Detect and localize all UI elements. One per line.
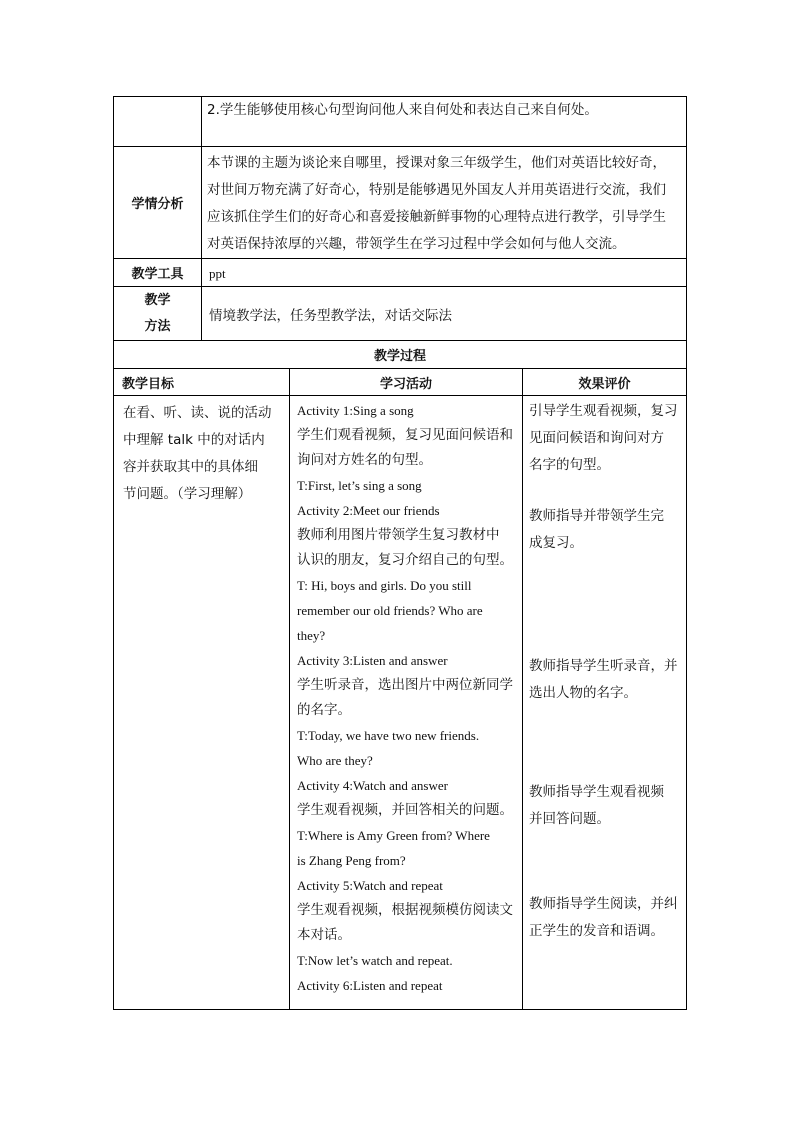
methods-label-cell <box>114 287 202 341</box>
evaluation-line: 正学生的发音和语调。 <box>529 923 664 939</box>
evaluation-line: 成复习。 <box>529 535 583 551</box>
tools-label: 教学工具 <box>114 259 202 287</box>
activity-line: T:Now let’s watch and repeat. <box>297 953 453 968</box>
learner-analysis-label: 学情分析 <box>114 147 202 259</box>
activity-line: Activity 3:Listen and answer <box>297 653 448 668</box>
evaluation-group <box>529 653 686 707</box>
activity-line: is Zhang Peng from? <box>297 853 406 868</box>
activity-line: 教师利用图片带领学生复习教材中 <box>297 527 500 543</box>
goal-line: 节问题。（学习理解） <box>123 486 252 502</box>
evaluation-line: 引导学生观看视频，复习 <box>529 403 678 419</box>
evaluation-line: 选出人物的名字。 <box>529 685 637 701</box>
activity-line: 本对话。 <box>297 927 351 943</box>
activity-line: Who are they? <box>297 753 373 768</box>
activity-cell <box>290 396 523 1010</box>
evaluation-group <box>529 398 686 479</box>
activity-line: 学生听录音，选出图片中两位新同学 <box>297 677 513 693</box>
evaluation-header: 效果评价 <box>523 369 687 396</box>
activity-line: Activity 6:Listen and repeat <box>297 978 443 993</box>
evaluation-line: 教师指导学生阅读，并纠 <box>529 896 678 912</box>
objective-cell <box>202 97 687 147</box>
methods-label-1: 教学 <box>144 292 171 308</box>
goal-line: 容并获取其中的具体细 <box>123 459 258 475</box>
evaluation-line: 见面问候语和询问对方 <box>529 430 664 446</box>
evaluation-group <box>529 891 686 945</box>
objective-text: 2.学生能够使用核心句型询问他人来自何处和表达自己来自何处。 <box>207 102 598 118</box>
activity-line: 询问对方姓名的句型。 <box>297 452 432 468</box>
evaluation-cell <box>523 396 687 1010</box>
process-body-row <box>114 396 687 1010</box>
activity-line: they? <box>297 628 326 643</box>
learner-analysis-line: 应该抓住学生们的好奇心和喜爱接触新鲜事物的心理特点进行教学，引导学生 <box>207 209 666 225</box>
activity-line: T: Hi, boys and girls. Do you still <box>297 578 472 593</box>
process-title-row <box>114 341 687 369</box>
learner-analysis-line: 对世间万物充满了好奇心，特别是能够遇见外国友人并用英语进行交流，我们 <box>207 182 666 198</box>
methods-value: 情境教学法，任务型教学法，对话交际法 <box>209 307 452 324</box>
learner-analysis-cell <box>202 147 687 259</box>
evaluation-line: 教师指导学生听录音，并 <box>529 658 678 674</box>
learner-analysis-line: 本节课的主题为谈论来自哪里，授课对象三年级学生，他们对英语比较好奇， <box>207 155 666 171</box>
goal-header: 教学目标 <box>114 369 290 396</box>
evaluation-line: 教师指导并带领学生完 <box>529 508 664 524</box>
activity-line: 学生观看视频，根据视频模仿阅读文 <box>297 902 513 918</box>
evaluation-line: 教师指导学生观看视频 <box>529 784 664 800</box>
activity-line: 学生观看视频，并回答相关的问题。 <box>297 802 513 818</box>
activity-line: Activity 1:Sing a song <box>297 403 414 418</box>
goal-line: 中理解 talk 中的对话内 <box>123 432 265 448</box>
activity-header: 学习活动 <box>290 369 523 396</box>
objective-row <box>114 97 687 147</box>
activity-line: 的名字。 <box>297 702 351 718</box>
methods-row <box>114 287 687 341</box>
activity-line: 认识的朋友，复习介绍自己的句型。 <box>297 552 513 568</box>
process-title: 教学过程 <box>114 341 687 369</box>
activity-line: 学生们观看视频，复习见面问候语和 <box>297 427 513 443</box>
activity-line: Activity 5:Watch and repeat <box>297 878 443 893</box>
activity-line: T:Today, we have two new friends. <box>297 728 480 743</box>
activity-line: Activity 4:Watch and answer <box>297 778 448 793</box>
activity-line: T:Where is Amy Green from? Where <box>297 828 490 843</box>
objective-label-cell <box>114 97 202 147</box>
activity-line: T:First, let’s sing a song <box>297 478 422 493</box>
evaluation-group <box>529 779 686 833</box>
activity-line: Activity 2:Meet our friends <box>297 503 440 518</box>
goal-cell <box>114 396 290 1010</box>
process-header-row <box>114 369 687 396</box>
activity-line: remember our old friends? Who are <box>297 603 483 618</box>
goal-line: 在看、听、读、说的活动 <box>123 405 272 421</box>
evaluation-line: 并回答问题。 <box>529 811 610 827</box>
methods-label-2: 方法 <box>144 318 171 334</box>
evaluation-group <box>529 503 686 557</box>
tools-row <box>114 259 687 287</box>
tools-value: ppt <box>209 266 226 281</box>
learner-analysis-line: 对英语保持浓厚的兴趣，带领学生在学习过程中学会如何与他人交流。 <box>207 236 626 252</box>
lesson-plan-table <box>113 96 687 1010</box>
learner-analysis-row <box>114 147 687 259</box>
tools-cell <box>202 259 687 287</box>
evaluation-line: 名字的句型。 <box>529 457 610 473</box>
methods-cell <box>202 287 687 341</box>
